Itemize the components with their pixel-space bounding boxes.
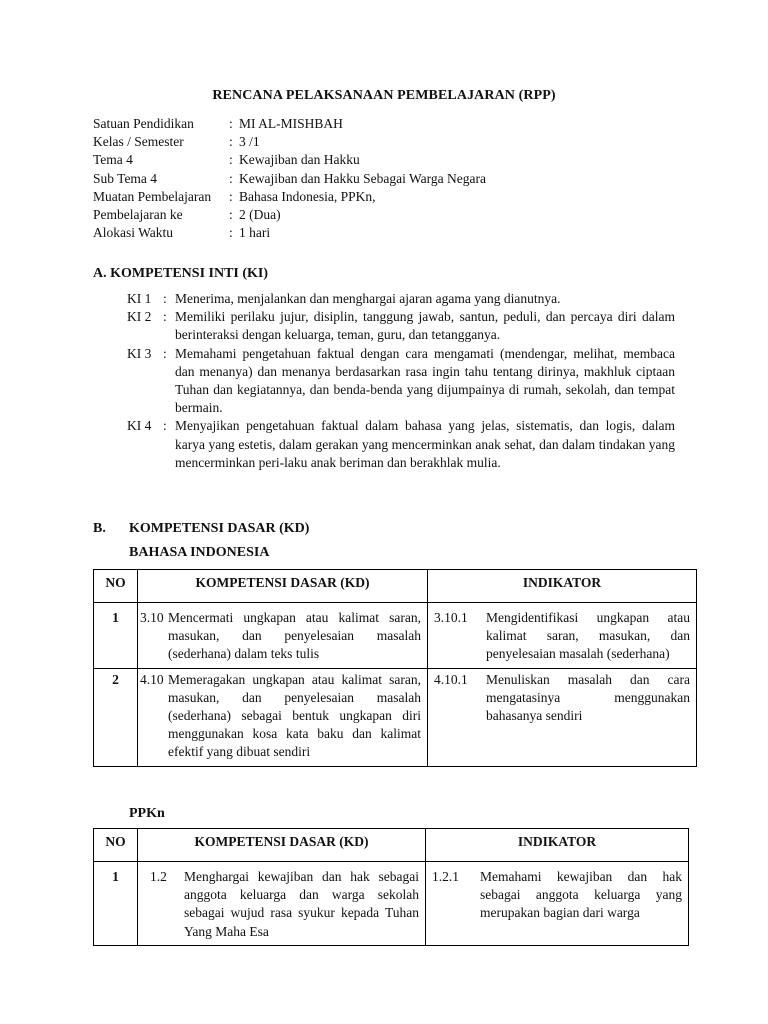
ki-text: Memahami pengetahuan faktual dengan cara mengamati (mendengar, melihat, membaca dan menanya) dan menanya berdasarkan rasa ingin tahu tentang dirinya, makhluk ciptaan Tuhan dan kegiatannya, dan benda-benda yang dijumpainya di rumah, sekolah, dan tempat bermain. [175, 345, 675, 416]
table-row [94, 603, 697, 669]
ki-item [127, 290, 675, 308]
identity-colon: : [229, 170, 233, 186]
identity-value: Kewajiban dan Hakku Sebagai Warga Negara [239, 170, 486, 186]
indikator-entry [434, 671, 690, 726]
identity-value: 2 (Dua) [239, 207, 281, 223]
subject-bahasa-indonesia: BAHASA INDONESIA [129, 545, 270, 560]
table-header-row [94, 829, 689, 862]
indikator-entry [432, 868, 682, 923]
ki-code: KI 2 [127, 309, 152, 325]
indikator-number: 1.2.1 [432, 869, 459, 884]
ki-text: Memiliki perilaku jujur, disiplin, tanggung jawab, santun, peduli, dan percaya diri dalam berinteraksi dengan keluarga, teman, guru, dan tetangganya. [175, 309, 675, 343]
col-header-indikator: INDIKATOR [426, 829, 689, 862]
identity-colon: : [229, 134, 233, 150]
section-b-heading [93, 521, 309, 537]
document-title: RENCANA PELAKSANAAN PEMBELAJARAN (RPP) [212, 88, 556, 103]
indikator-number: 4.10.1 [434, 671, 468, 687]
section-a-heading: A. KOMPETENSI INTI (KI) [93, 266, 269, 281]
ki-list [127, 290, 675, 472]
indikator-text: Menuliskan masalah dan cara mengatasinya menggunakan bahasanya sendiri [486, 671, 690, 724]
identity-label: Muatan Pembelajaran [93, 188, 212, 204]
table-row [94, 668, 697, 766]
kd-entry [150, 868, 419, 941]
section-b-letter: B. [93, 521, 106, 536]
identity-row [93, 133, 486, 151]
kd-entry [140, 609, 421, 664]
identity-value: 1 hari [239, 225, 271, 241]
identity-value: 3 /1 [239, 134, 260, 150]
indikator-text: Mengidentifikasi ungkapan atau kalimat saran, masukan, dan penyelesaian masalah (sederhana) [486, 610, 690, 662]
ki-item [127, 308, 675, 344]
identity-row [93, 206, 486, 224]
table-header-row [94, 570, 697, 603]
ki-code: KI 1 [127, 291, 152, 306]
kd-entry [140, 671, 421, 762]
table-row [94, 862, 689, 946]
identity-row [93, 224, 486, 242]
identity-label: Satuan Pendidikan [93, 116, 194, 131]
kd-number: 4.10 [140, 671, 164, 687]
indikator-cell [426, 862, 689, 946]
ki-code: KI 4 [127, 418, 152, 434]
kd-text: Menghargai kewajiban dan hak sebagai anggota keluarga dan warga sekolah sebagai wujud rasa syukur kepada Tuhan Yang Maha Esa [184, 869, 419, 939]
ki-colon: : [163, 418, 167, 434]
identity-label: Sub Tema 4 [93, 170, 158, 186]
row-number: 2 [94, 668, 138, 766]
kd-cell [138, 603, 428, 669]
col-header-kd: KOMPETENSI DASAR (KD) [138, 570, 428, 603]
identity-block [93, 115, 486, 242]
ki-item [127, 417, 675, 472]
identity-label: Kelas / Semester [93, 134, 184, 150]
identity-colon: : [229, 207, 233, 223]
indikator-cell [428, 603, 697, 669]
ki-colon: : [163, 345, 167, 361]
ki-item [127, 345, 675, 418]
identity-row [93, 188, 486, 206]
kd-text: Mencermati ungkapan atau kalimat saran, masukan, dan penyelesaian masalah (sederhana) dalam teks tulis [168, 610, 421, 662]
identity-value: Bahasa Indonesia, PPKn, [239, 188, 376, 204]
identity-label: Tema 4 [93, 152, 133, 168]
kd-cell [138, 668, 428, 766]
ki-colon: : [163, 309, 167, 325]
identity-value: Kewajiban dan Hakku [239, 152, 360, 168]
subject-ppkn: PPKn [129, 806, 165, 821]
identity-colon: : [229, 225, 233, 241]
kd-table-bahasa-indonesia [93, 569, 697, 767]
ki-colon: : [163, 291, 167, 306]
col-header-no: NO [94, 829, 138, 862]
ki-code: KI 3 [127, 345, 152, 361]
kd-cell [138, 862, 426, 946]
indikator-text: Memahami kewajiban dan hak sebagai anggota keluarga yang merupakan bagian dari warga [480, 869, 682, 921]
row-number: 1 [94, 603, 138, 669]
indikator-entry [434, 609, 690, 664]
indikator-number: 3.10.1 [434, 610, 468, 625]
identity-row [93, 115, 486, 133]
kd-number: 1.2 [150, 869, 167, 884]
identity-colon: : [229, 116, 233, 131]
identity-label: Pembelajaran ke [93, 207, 183, 223]
col-header-no: NO [94, 570, 138, 603]
kd-text: Memeragakan ungkapan atau kalimat saran, masukan, dan penyelesaian masalah (sederhana) sebagai bentuk ungkapan diri menggunakan kosa kata baku dan kalimat efektif yang dibuat sendiri [168, 671, 421, 760]
identity-row [93, 170, 486, 188]
kd-number: 3.10 [140, 610, 164, 625]
col-header-kd: KOMPETENSI DASAR (KD) [138, 829, 426, 862]
indikator-cell [428, 668, 697, 766]
kd-table-ppkn [93, 828, 689, 946]
row-number: 1 [94, 862, 138, 946]
identity-label: Alokasi Waktu [93, 225, 174, 241]
section-b-title: KOMPETENSI DASAR (KD) [129, 521, 310, 536]
identity-colon: : [229, 188, 233, 204]
col-header-indikator: INDIKATOR [428, 570, 697, 603]
ki-text: Menerima, menjalankan dan menghargai ajaran agama yang dianutnya. [175, 291, 561, 306]
identity-colon: : [229, 152, 233, 168]
identity-value: MI AL-MISHBAH [239, 116, 343, 131]
identity-row [93, 151, 486, 169]
ki-text: Menyajikan pengetahuan faktual dalam bahasa yang jelas, sistematis, dan logis, dalam karya yang estetis, dalam gerakan yang mencerminkan anak sehat, dan dalam tindakan yang mencerminkan peri-laku anak beriman dan berakhlak mulia. [175, 418, 675, 470]
